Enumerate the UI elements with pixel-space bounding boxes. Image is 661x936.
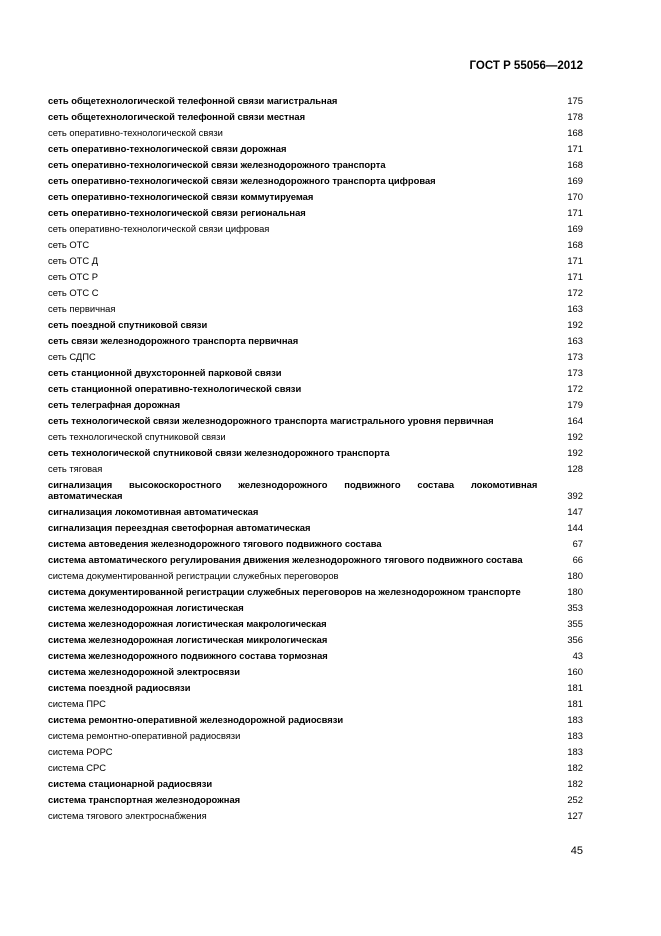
index-entry (48, 634, 583, 645)
entry-term: сеть технологической спутниковой связи (48, 431, 226, 442)
index-entry (48, 127, 583, 138)
entry-term: сеть связи железнодорожного транспорта первичная (48, 335, 299, 346)
entry-term: система стационарной радиосвязи (48, 778, 213, 789)
entry-page: 252 (567, 794, 583, 805)
index-entry (48, 522, 583, 533)
entry-term: сеть ОТС Р (48, 271, 99, 282)
entry-page: 180 (567, 570, 583, 581)
entry-page: 171 (567, 255, 583, 266)
entry-term: система СРС (48, 762, 106, 773)
entry-page: 163 (567, 303, 583, 314)
index-entry (48, 95, 583, 106)
entry-page: 355 (567, 618, 583, 629)
index-entry (48, 618, 583, 629)
index-entry (48, 239, 583, 250)
entry-page: 356 (567, 634, 583, 645)
entry-term: сеть оперативно-технологической связи дорожная (48, 143, 287, 154)
index-entry (48, 506, 583, 517)
entry-term: сеть оперативно-технологической связи региональная (48, 207, 306, 218)
index-entry (48, 810, 583, 821)
entry-page: 182 (567, 778, 583, 789)
index-entry (48, 351, 583, 362)
entry-page: 168 (567, 159, 583, 170)
index-entry (48, 303, 583, 314)
index-entry (48, 271, 583, 282)
index-entry (48, 730, 583, 741)
entry-term: сигнализация локомотивная автоматическая (48, 506, 259, 517)
index-entry (48, 463, 583, 474)
entry-page: 127 (567, 810, 583, 821)
index-entry (48, 335, 583, 346)
entry-page: 67 (572, 538, 583, 549)
index-entry (48, 287, 583, 298)
entry-page: 144 (567, 522, 583, 533)
index-entry (48, 447, 583, 458)
index-entry (48, 143, 583, 154)
entry-term: сеть оперативно-технологической связи коммутируемая (48, 191, 314, 202)
entry-term: система железнодорожного подвижного состава тормозная (48, 650, 328, 661)
index-entry (48, 399, 583, 410)
index-entry (48, 207, 583, 218)
index-entry (48, 367, 583, 378)
entry-page: 175 (567, 95, 583, 106)
entry-term: система документированной регистрации служебных переговоров на железнодорожном транспорте (48, 586, 521, 597)
index-entry (48, 666, 583, 677)
entry-page: 183 (567, 714, 583, 725)
entry-page: 164 (567, 415, 583, 426)
entry-term: сеть оперативно-технологической связи (48, 127, 223, 138)
entry-page: 169 (567, 223, 583, 234)
entry-page: 160 (567, 666, 583, 677)
index-entry (48, 383, 583, 394)
entry-page: 173 (567, 367, 583, 378)
index-entry (48, 191, 583, 202)
entry-page: 128 (567, 463, 583, 474)
entry-page: 172 (567, 383, 583, 394)
entry-page: 171 (567, 271, 583, 282)
entry-page: 147 (567, 506, 583, 517)
index-entry (48, 479, 583, 501)
entry-page: 173 (567, 351, 583, 362)
index-entry (48, 682, 583, 693)
index-entry (48, 111, 583, 122)
entry-term: система тягового электроснабжения (48, 810, 207, 821)
index-entry (48, 570, 583, 581)
entry-page: 171 (567, 143, 583, 154)
entry-term: сеть ОТС Д (48, 255, 99, 266)
entry-term: система транспортная железнодорожная (48, 794, 241, 805)
entry-term: система ремонтно-оперативной радиосвязи (48, 730, 241, 741)
entry-term: система документированной регистрации служебных переговоров (48, 570, 339, 581)
index-entry (48, 554, 583, 565)
entry-page: 192 (567, 447, 583, 458)
index-entry (48, 794, 583, 805)
entry-page: 183 (567, 746, 583, 757)
entry-term: система железнодорожная логистическая макрологическая (48, 618, 327, 629)
entry-page: 168 (567, 127, 583, 138)
entry-term: система РОРС (48, 746, 113, 757)
entry-page: 183 (567, 730, 583, 741)
entry-page: 353 (567, 602, 583, 613)
entry-page: 392 (567, 490, 583, 501)
page-number: 45 (570, 845, 583, 857)
entry-term: сеть ОТС (48, 239, 90, 250)
entry-term: сеть поездной спутниковой связи (48, 319, 208, 330)
entry-page: 182 (567, 762, 583, 773)
entry-term: сеть ОТС С (48, 287, 99, 298)
entry-term: сеть технологической связи железнодорожного транспорта магистрального уровня первичная (48, 415, 494, 426)
entry-term: сеть станционной двухсторонней парковой связи (48, 367, 282, 378)
entry-page: 192 (567, 319, 583, 330)
entry-term: сеть телеграфная дорожная (48, 399, 181, 410)
entry-page: 172 (567, 287, 583, 298)
entry-term: сеть станционной оперативно-технологической связи (48, 383, 302, 394)
entry-term: сеть общетехнологической телефонной связи магистральная (48, 95, 338, 106)
index-entry (48, 223, 583, 234)
entry-page: 192 (567, 431, 583, 442)
entry-term: сеть тяговая (48, 463, 103, 474)
entry-term: сеть СДПС (48, 351, 96, 362)
entry-page: 170 (567, 191, 583, 202)
entry-term: сеть общетехнологической телефонной связи местная (48, 111, 306, 122)
index-entry (48, 778, 583, 789)
entry-term: система железнодорожная логистическая микрологическая (48, 634, 328, 645)
index-entry (48, 586, 583, 597)
entry-term: сеть оперативно-технологической связи железнодорожного транспорта (48, 159, 386, 170)
entry-page: 181 (567, 698, 583, 709)
index-entry (48, 415, 583, 426)
entry-term: система автоматического регулирования движения железнодорожного тягового подвижного состава (48, 554, 523, 565)
entry-term: система поездной радиосвязи (48, 682, 191, 693)
entry-term: сеть оперативно-технологической связи железнодорожного транспорта цифровая (48, 175, 436, 186)
entry-page: 178 (567, 111, 583, 122)
entry-page: 43 (572, 650, 583, 661)
index-entry (48, 650, 583, 661)
document-header: ГОСТ Р 55056—2012 (469, 60, 583, 72)
entry-page: 171 (567, 207, 583, 218)
index-entry (48, 602, 583, 613)
index-entry (48, 698, 583, 709)
entry-page: 169 (567, 175, 583, 186)
index-entry (48, 431, 583, 442)
entry-page: 163 (567, 335, 583, 346)
entry-term: система железнодорожная логистическая (48, 602, 244, 613)
entry-term: система ПРС (48, 698, 106, 709)
index-entry (48, 762, 583, 773)
entry-term: сигнализация переездная светофорная автоматическая (48, 522, 311, 533)
entry-page: 66 (572, 554, 583, 565)
entry-term: сигнализация высокоскоростного железнодорожного подвижного состава локомотивная автоматическая (48, 479, 538, 501)
entry-term: система ремонтно-оперативной железнодорожной радиосвязи (48, 714, 344, 725)
entry-term: сеть оперативно-технологической связи цифровая (48, 223, 270, 234)
index-entry (48, 255, 583, 266)
entry-page: 168 (567, 239, 583, 250)
entry-page: 180 (567, 586, 583, 597)
index-entry (48, 175, 583, 186)
index-entry (48, 538, 583, 549)
index-entry (48, 746, 583, 757)
entry-term: система железнодорожной электросвязи (48, 666, 240, 677)
term-index (48, 95, 583, 826)
entry-term: сеть первичная (48, 303, 116, 314)
index-entry (48, 319, 583, 330)
index-entry (48, 714, 583, 725)
entry-term: сеть технологической спутниковой связи железнодорожного транспорта (48, 447, 390, 458)
entry-term: система автоведения железнодорожного тягового подвижного состава (48, 538, 382, 549)
entry-page: 181 (567, 682, 583, 693)
entry-page: 179 (567, 399, 583, 410)
index-entry (48, 159, 583, 170)
